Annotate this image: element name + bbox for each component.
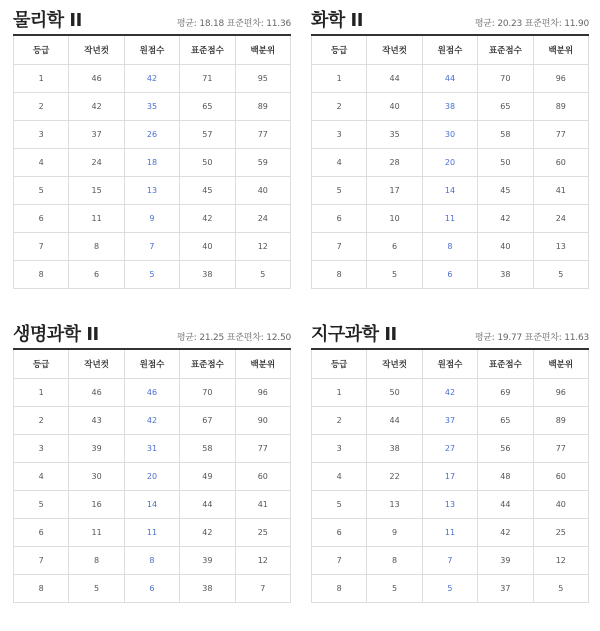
table-row [312,435,589,463]
raw-score-cell: 8 [422,233,477,261]
last-year-cut-cell: 16 [69,491,124,519]
standard-score-cell: 58 [180,435,235,463]
standard-score-cell: 48 [478,463,533,491]
standard-score-cell: 44 [180,491,235,519]
raw-score-cell: 20 [124,463,179,491]
grade-table [13,34,291,289]
col-percentile-header: 백분위 [235,35,290,65]
col-standard-score-header: 표준점수 [478,349,533,379]
col-last-year-cut-header: 작년컷 [367,349,422,379]
grade-cell: 3 [14,435,69,463]
raw-score-cell: 5 [422,575,477,603]
last-year-cut-cell: 50 [367,379,422,407]
mean-value: 19.77 [497,333,523,343]
standard-score-cell: 67 [180,407,235,435]
col-last-year-cut-header: 작년컷 [69,349,124,379]
raw-score-cell: 6 [422,261,477,289]
panel-title: 지구과학 II [311,324,397,345]
col-grade-header: 등급 [312,349,367,379]
header-row [312,349,589,379]
raw-score-cell: 27 [422,435,477,463]
standard-score-cell: 40 [478,233,533,261]
panel-stats [177,330,291,343]
standard-score-cell: 39 [478,547,533,575]
table-row [14,491,291,519]
raw-score-cell: 11 [422,519,477,547]
standard-score-cell: 58 [478,121,533,149]
last-year-cut-cell: 44 [367,65,422,93]
table-row [14,65,291,93]
last-year-cut-cell: 8 [69,547,124,575]
table-row [312,93,589,121]
raw-score-cell: 18 [124,149,179,177]
col-raw-score-header: 원점수 [124,35,179,65]
table-row [14,261,291,289]
standard-score-cell: 45 [478,177,533,205]
percentile-cell: 96 [533,65,588,93]
panel-header [13,6,291,34]
percentile-cell: 41 [533,177,588,205]
raw-score-cell: 11 [124,519,179,547]
last-year-cut-cell: 8 [69,233,124,261]
raw-score-cell: 5 [124,261,179,289]
grade-panel-life-science-2 [13,320,291,603]
last-year-cut-cell: 11 [69,519,124,547]
standard-score-cell: 65 [180,93,235,121]
col-raw-score-header: 원점수 [422,349,477,379]
last-year-cut-cell: 39 [69,435,124,463]
percentile-cell: 89 [235,93,290,121]
raw-score-cell: 20 [422,149,477,177]
panel-header [311,6,589,34]
raw-score-cell: 44 [422,65,477,93]
grade-cell: 8 [14,261,69,289]
col-percentile-header: 백분위 [533,349,588,379]
percentile-cell: 60 [235,463,290,491]
table-row [14,435,291,463]
table-row [14,233,291,261]
col-last-year-cut-header: 작년컷 [69,35,124,65]
raw-score-cell: 9 [124,205,179,233]
table-row [14,379,291,407]
grade-cell: 3 [14,121,69,149]
table-row [14,463,291,491]
mean-value: 18.18 [199,19,225,29]
raw-score-cell: 7 [124,233,179,261]
percentile-cell: 5 [533,261,588,289]
percentile-cell: 24 [235,205,290,233]
sd-label: 표준편차: [524,333,562,343]
grade-table [13,348,291,603]
standard-score-cell: 38 [180,575,235,603]
raw-score-cell: 31 [124,435,179,463]
percentile-cell: 24 [533,205,588,233]
standard-score-cell: 42 [180,519,235,547]
grade-cell: 6 [312,519,367,547]
grade-cell: 6 [14,519,69,547]
table-row [312,261,589,289]
panel-title: 생명과학 II [13,324,99,345]
table-row [312,491,589,519]
table-row [14,407,291,435]
last-year-cut-cell: 8 [367,547,422,575]
grade-cell: 5 [14,491,69,519]
standard-score-cell: 37 [478,575,533,603]
percentile-cell: 90 [235,407,290,435]
col-raw-score-header: 원점수 [422,35,477,65]
table-row [14,519,291,547]
percentile-cell: 25 [235,519,290,547]
last-year-cut-cell: 15 [69,177,124,205]
grade-table [311,34,589,289]
grade-cell: 2 [312,93,367,121]
mean-value: 21.25 [199,333,225,343]
raw-score-cell: 14 [124,491,179,519]
mean-label: 평균: [176,19,197,29]
last-year-cut-cell: 38 [367,435,422,463]
percentile-cell: 41 [235,491,290,519]
grade-cell: 1 [14,379,69,407]
raw-score-cell: 30 [422,121,477,149]
table-row [14,177,291,205]
standard-score-cell: 57 [180,121,235,149]
col-raw-score-header: 원점수 [124,349,179,379]
col-percentile-header: 백분위 [533,35,588,65]
raw-score-cell: 35 [124,93,179,121]
table-row [312,177,589,205]
header-row [312,35,589,65]
col-percentile-header: 백분위 [235,349,290,379]
last-year-cut-cell: 6 [69,261,124,289]
last-year-cut-cell: 22 [367,463,422,491]
panel-header [13,320,291,348]
sd-value: 11.90 [564,19,589,29]
percentile-cell: 96 [235,379,290,407]
standard-score-cell: 39 [180,547,235,575]
percentile-cell: 7 [235,575,290,603]
mean-label: 평균: [176,333,197,343]
grade-cell: 4 [312,463,367,491]
panel-header [311,320,589,348]
raw-score-cell: 42 [422,379,477,407]
percentile-cell: 89 [533,407,588,435]
grade-cell: 5 [14,177,69,205]
grade-cell: 1 [312,65,367,93]
mean-label: 평균: [474,19,495,29]
last-year-cut-cell: 44 [367,407,422,435]
table-row [312,121,589,149]
grade-cell: 6 [14,205,69,233]
col-standard-score-header: 표준점수 [180,35,235,65]
last-year-cut-cell: 5 [69,575,124,603]
table-row [312,407,589,435]
standard-score-cell: 69 [478,379,533,407]
raw-score-cell: 38 [422,93,477,121]
standard-score-cell: 38 [478,261,533,289]
grade-cell: 7 [312,547,367,575]
grade-panel-physics-2 [13,6,291,289]
grade-cell: 4 [14,463,69,491]
grade-cell: 1 [14,65,69,93]
col-grade-header: 등급 [312,35,367,65]
col-standard-score-header: 표준점수 [180,349,235,379]
sd-value: 11.63 [564,333,589,343]
last-year-cut-cell: 40 [367,93,422,121]
grade-table [311,348,589,603]
panel-stats [475,16,589,29]
panel-title: 화학 II [311,10,363,31]
sd-label: 표준편차: [524,19,562,29]
standard-score-cell: 38 [180,261,235,289]
last-year-cut-cell: 10 [367,205,422,233]
grade-cell: 8 [312,261,367,289]
last-year-cut-cell: 17 [367,177,422,205]
last-year-cut-cell: 6 [367,233,422,261]
raw-score-cell: 26 [124,121,179,149]
sd-label: 표준편차: [226,333,264,343]
percentile-cell: 5 [235,261,290,289]
sd-label: 표준편차: [226,19,264,29]
raw-score-cell: 46 [124,379,179,407]
last-year-cut-cell: 37 [69,121,124,149]
grade-cell: 7 [14,547,69,575]
grade-cell: 6 [312,205,367,233]
panel-title: 물리학 II [13,10,82,31]
table-row [312,519,589,547]
last-year-cut-cell: 28 [367,149,422,177]
percentile-cell: 77 [235,121,290,149]
table-row [14,93,291,121]
grade-cell: 4 [14,149,69,177]
percentile-cell: 59 [235,149,290,177]
percentile-cell: 96 [533,379,588,407]
raw-score-cell: 13 [422,491,477,519]
grade-cell: 7 [14,233,69,261]
standard-score-cell: 56 [478,435,533,463]
percentile-cell: 13 [533,233,588,261]
percentile-cell: 40 [235,177,290,205]
grade-cell: 3 [312,121,367,149]
last-year-cut-cell: 11 [69,205,124,233]
grade-cell: 2 [312,407,367,435]
raw-score-cell: 42 [124,65,179,93]
last-year-cut-cell: 42 [69,93,124,121]
standard-score-cell: 71 [180,65,235,93]
header-row [14,35,291,65]
panel-stats [475,330,589,343]
table-row [312,65,589,93]
col-last-year-cut-header: 작년컷 [367,35,422,65]
mean-value: 20.23 [497,19,523,29]
percentile-cell: 77 [235,435,290,463]
last-year-cut-cell: 9 [367,519,422,547]
last-year-cut-cell: 46 [69,379,124,407]
grade-cell: 8 [14,575,69,603]
col-grade-header: 등급 [14,349,69,379]
grade-cell: 5 [312,491,367,519]
percentile-cell: 60 [533,463,588,491]
percentile-cell: 40 [533,491,588,519]
percentile-cell: 60 [533,149,588,177]
table-row [312,233,589,261]
table-row [14,121,291,149]
standard-score-cell: 50 [180,149,235,177]
grade-cell: 2 [14,407,69,435]
sd-value: 12.50 [266,333,291,343]
last-year-cut-cell: 5 [367,575,422,603]
raw-score-cell: 7 [422,547,477,575]
standard-score-cell: 70 [478,65,533,93]
mean-label: 평균: [474,333,495,343]
raw-score-cell: 8 [124,547,179,575]
grade-cell: 2 [14,93,69,121]
col-grade-header: 등급 [14,35,69,65]
panel-stats [177,16,291,29]
header-row [14,349,291,379]
percentile-cell: 12 [235,547,290,575]
table-row [14,205,291,233]
sd-value: 11.36 [266,19,291,29]
grade-panel-chemistry-2 [311,6,589,289]
grade-cell: 5 [312,177,367,205]
col-standard-score-header: 표준점수 [478,35,533,65]
last-year-cut-cell: 30 [69,463,124,491]
last-year-cut-cell: 24 [69,149,124,177]
table-row [14,149,291,177]
table-row [312,379,589,407]
raw-score-cell: 17 [422,463,477,491]
standard-score-cell: 40 [180,233,235,261]
raw-score-cell: 37 [422,407,477,435]
percentile-cell: 5 [533,575,588,603]
grade-cell: 8 [312,575,367,603]
standard-score-cell: 42 [180,205,235,233]
table-row [14,575,291,603]
table-row [312,463,589,491]
grade-cell: 3 [312,435,367,463]
grade-cell: 1 [312,379,367,407]
percentile-cell: 25 [533,519,588,547]
standard-score-cell: 49 [180,463,235,491]
raw-score-cell: 14 [422,177,477,205]
percentile-cell: 12 [235,233,290,261]
percentile-cell: 89 [533,93,588,121]
grade-cell: 7 [312,233,367,261]
table-row [312,575,589,603]
percentile-cell: 77 [533,435,588,463]
table-row [312,205,589,233]
standard-score-cell: 65 [478,407,533,435]
percentile-cell: 12 [533,547,588,575]
last-year-cut-cell: 46 [69,65,124,93]
percentile-cell: 95 [235,65,290,93]
table-row [312,547,589,575]
last-year-cut-cell: 13 [367,491,422,519]
standard-score-cell: 44 [478,491,533,519]
standard-score-cell: 42 [478,519,533,547]
percentile-cell: 77 [533,121,588,149]
raw-score-cell: 42 [124,407,179,435]
raw-score-cell: 6 [124,575,179,603]
grade-cell: 4 [312,149,367,177]
standard-score-cell: 70 [180,379,235,407]
table-row [312,149,589,177]
standard-score-cell: 45 [180,177,235,205]
last-year-cut-cell: 43 [69,407,124,435]
raw-score-cell: 11 [422,205,477,233]
standard-score-cell: 65 [478,93,533,121]
standard-score-cell: 42 [478,205,533,233]
table-row [14,547,291,575]
grade-panel-earth-science-2 [311,320,589,603]
raw-score-cell: 13 [124,177,179,205]
last-year-cut-cell: 35 [367,121,422,149]
standard-score-cell: 50 [478,149,533,177]
last-year-cut-cell: 5 [367,261,422,289]
